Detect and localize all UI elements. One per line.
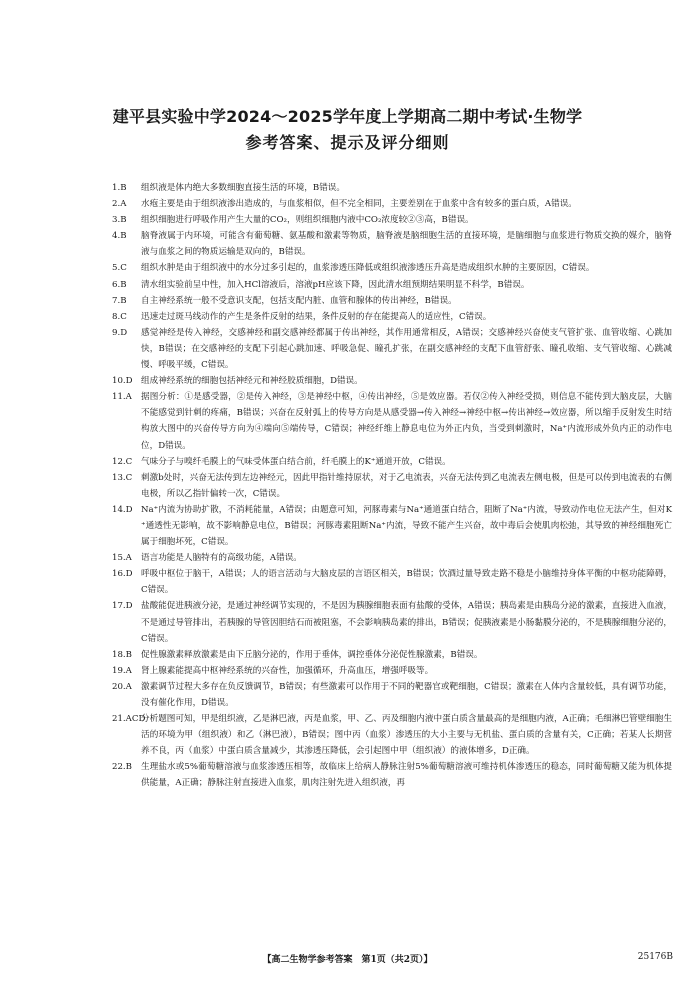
answer-item	[112, 309, 672, 325]
answer-number: 7.B	[112, 295, 127, 306]
answer-number: 9.D	[112, 327, 128, 338]
answer-number: 15.A	[112, 553, 132, 564]
answer-item	[112, 470, 672, 502]
answer-number: 10.D	[112, 376, 133, 387]
answer-item	[112, 550, 672, 566]
answer-item	[112, 566, 672, 598]
answer-explanation: Na⁺内流为协助扩散，不消耗能量，A错误；由题意可知，河豚毒素与Na⁺通道蛋白结合，阻断了Na⁺内流，导致动作电位无法产生，但对K⁺通透性无影响，故不影响静息电位，B错误；河豚毒素阻断Na⁺内流，导致不能产生兴奋，故中毒后会使肌肉松弛，其导致的神经细胞死亡属于细胞坏死，C错误。	[141, 504, 672, 548]
answer-number: 21.ACD	[112, 714, 146, 725]
answer-explanation: 据图分析：①是感受器，②是传入神经，③是神经中枢，④传出神经，⑤是效应器。若仅②传入神经受损，则信息不能传到大脑皮层，大脑不能感觉到针刺的疼痛，B错误；兴奋在反射弧上的传导方向是从感受器→传入神经→神经中枢→传出神经→效应器，所以缩手反射发生时结构放大图中的兴奋传导方向为④端向⑤端传导，C错误；神经纤维上静息电位为外正内负，当受到刺激时，Na⁺内流形成外负内正的动作电位，D错误。	[141, 392, 672, 451]
answer-explanation: 迅速走过斑马线动作的产生是条件反射的结果，条件反射的存在能提高人的适应性，C错误。	[141, 311, 492, 322]
answer-number: 1.B	[112, 183, 127, 193]
answer-explanation: 清水组实验前呈中性，加入HCl溶液后，溶液pH应该下降，因此清水组预期结果明显不科学，B错误。	[141, 279, 530, 290]
answer-item	[112, 502, 672, 550]
answer-explanation: 生理盐水或5%葡萄糖溶液与血浆渗透压相等，故临床上给病人静脉注射5%葡萄糖溶液可维持机体渗透压的稳态，同时葡萄糖又能为机体提供能量，A正确；静脉注射直接进入血浆，肌肉注射先进入组织液，再	[141, 762, 672, 789]
answer-explanation: 肾上腺素能提高中枢神经系统的兴奋性，加强循环，升高血压，增强呼吸等。	[141, 665, 434, 676]
answer-explanation: 水疱主要是由于组织液渗出造成的，与血浆相似，但不完全相同，主要差别在于血浆中含有较多的蛋白质，A错误。	[141, 199, 577, 210]
answer-item	[112, 180, 672, 196]
answer-number: 17.D	[112, 601, 133, 612]
document-title: 建平县实验中学2024～2025学年度上学期高二期中考试·生物学	[112, 107, 583, 126]
answer-item	[112, 260, 672, 276]
answer-item	[112, 325, 672, 373]
answer-item	[112, 454, 672, 470]
answer-explanation: 自主神经系统一般不受意识支配，包括支配内脏、血管和腺体的传出神经，B错误。	[141, 295, 457, 306]
document-subtitle: 参考答案、提示及评分细则	[245, 133, 450, 152]
answer-list	[112, 180, 672, 792]
answer-item	[112, 663, 672, 679]
answer-explanation: 组成神经系统的细胞包括神经元和神经胶质细胞，D错误。	[141, 376, 363, 387]
answer-number: 20.A	[112, 681, 132, 692]
answer-item	[112, 212, 672, 228]
answer-number: 14.D	[112, 504, 133, 515]
answer-explanation: 激素调节过程大多存在负反馈调节，B错误；有些激素可以作用于不同的靶器官或靶细胞，C错误；激素在人体内含量较低，具有调节功能，没有催化作用，D错误。	[141, 681, 672, 708]
answer-item	[112, 711, 672, 759]
answer-explanation: 脑脊液属于内环境，可能含有葡萄糖、氨基酸和激素等物质，脑脊液是脑细胞生活的直接环境，是脑细胞与血浆进行物质交换的媒介，脑脊液与血浆之间的物质运输是双向的，B错误。	[141, 231, 672, 258]
answer-explanation: 呼吸中枢位于脑干，A错误；人的语言活动与大脑皮层的言语区相关，B错误；饮酒过量导致走路不稳是小脑维持身体平衡的中枢功能障碍，C错误。	[141, 569, 672, 596]
answer-explanation: 分析题图可知，甲是组织液，乙是淋巴液，丙是血浆，甲、乙、丙及细胞内液中蛋白质含量最高的是细胞内液，A正确；毛细淋巴管壁细胞生活的环境为甲（组织液）和乙（淋巴液），B错误；图中丙（血浆）渗透压的大小主要与无机盐、蛋白质的含量有关，C正确；若某人长期营养不良，丙（血浆）中蛋白质含量减少，其渗透压降低，会引起图中甲（组织液）的液体增多，D正确。	[141, 714, 672, 757]
answer-explanation: 盐酸能促进胰液分泌，是通过神经调节实现的，不是因为胰腺细胞表面有盐酸的受体，A错误；胰岛素是由胰岛分泌的激素，直接进入血液，不是通过导管排出，若胰腺的导管因胆结石而被阻塞，不会影响胰岛素的排出，B错误；促胰液素是小肠黏膜分泌的，不是胰腺细胞分泌的，C错误。	[141, 601, 672, 644]
answer-explanation: 组织细胞进行呼吸作用产生大量的CO₂，则组织细胞内液中CO₂浓度较②③高，B错误。	[141, 215, 474, 226]
answer-explanation: 组织水肿是由于组织液中的水分过多引起的，血浆渗透压降低或组织液渗透压升高是造成组织水肿的主要原因，C错误。	[141, 263, 595, 274]
answer-item	[112, 679, 672, 711]
answer-number: 18.B	[112, 649, 132, 660]
answer-number: 12.C	[112, 456, 133, 467]
answer-number: 16.D	[112, 569, 133, 580]
answer-item	[112, 293, 672, 309]
footer-page-label: 【高二生物学参考答案 第1页（共2页）】	[262, 955, 433, 965]
answer-item	[112, 228, 672, 260]
answer-explanation: 刺激b处时，兴奋无法传到左边神经元，因此甲指针维持原状，对于乙电流表，兴奋无法传到乙电流表左侧电极，但是可以传到电流表的右侧电极，所以乙指针偏转一次，C错误。	[141, 472, 672, 499]
answer-explanation: 组织液是体内绝大多数细胞直接生活的环境，B错误。	[141, 183, 345, 193]
answer-number: 8.C	[112, 311, 127, 322]
answer-item	[112, 277, 672, 293]
answer-item	[112, 647, 672, 663]
answer-item	[112, 196, 672, 212]
answer-item	[112, 598, 672, 646]
answer-number: 19.A	[112, 665, 132, 676]
answer-number: 22.B	[112, 762, 132, 773]
footer-doc-code: 25176B	[637, 952, 673, 962]
answer-number: 6.B	[112, 279, 127, 290]
answer-explanation: 语言功能是人脑特有的高级功能，A错误。	[141, 553, 302, 564]
answer-number: 13.C	[112, 472, 133, 483]
answer-number: 11.A	[112, 392, 132, 403]
answer-explanation: 感觉神经是传入神经，交感神经和副交感神经都属于传出神经，其作用通常相反，A错误；交感神经兴奋使支气管扩张、血管收缩、心跳加快，B错误；在交感神经的支配下引起心跳加速、呼吸急促、瞳孔扩张，在副交感神经的支配下血管舒张、瞳孔收缩、支气管收缩、心跳减慢、呼吸平缓，C错误。	[141, 327, 672, 371]
answer-number: 4.B	[112, 231, 127, 242]
answer-number: 2.A	[112, 199, 127, 210]
answer-explanation: 气味分子与嗅纤毛膜上的气味受体蛋白结合前，纤毛膜上的K⁺通道开放，C错误。	[141, 456, 451, 467]
answer-item	[112, 759, 672, 791]
answer-item	[112, 389, 672, 453]
answer-number: 3.B	[112, 215, 127, 226]
answer-number: 5.C	[112, 263, 127, 274]
answer-item	[112, 373, 672, 389]
answer-explanation: 促性腺激素释放激素是由下丘脑分泌的，作用于垂体，调控垂体分泌促性腺激素，B错误。	[141, 649, 483, 660]
